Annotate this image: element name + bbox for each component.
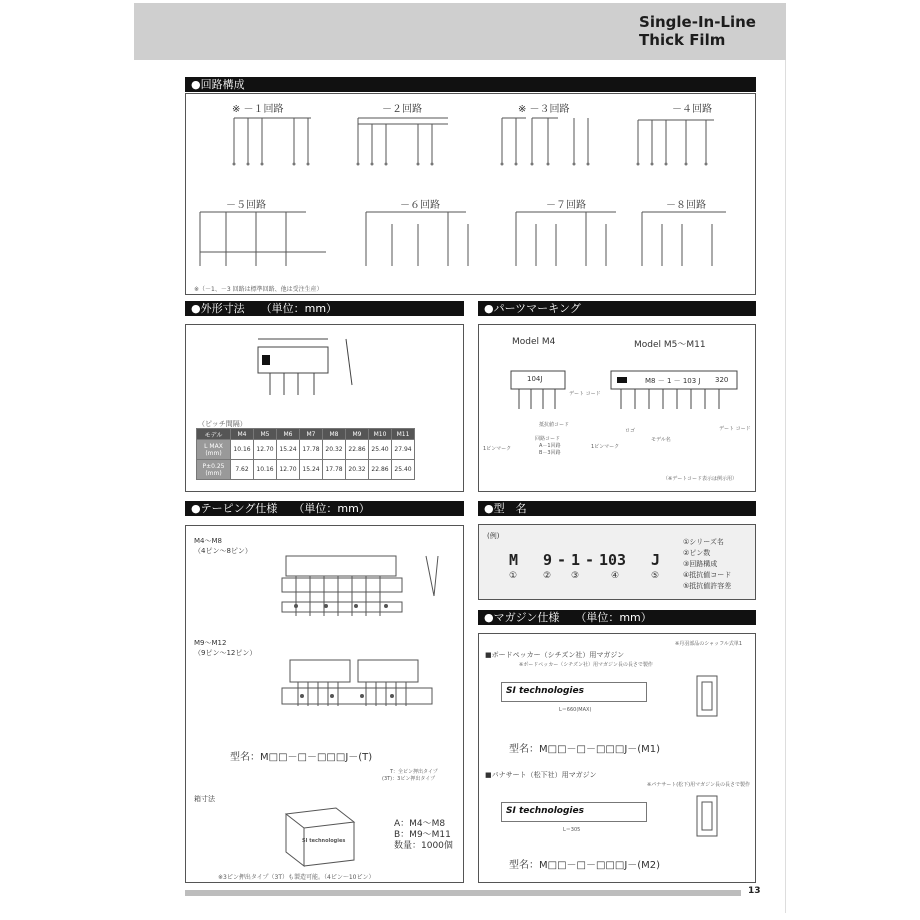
section-bar-magazine: ●マガジン仕様 （単位：mm） [478,610,756,625]
circuit-label-2: －２回路 [382,104,422,115]
model-name-panel [478,524,756,600]
model-code-char-dash2: - [585,551,595,569]
circuit-label-1: ※ －１回路 [232,104,284,115]
board-length-label: L＝660(MAX) [559,707,592,713]
section-bar-circuit: ●回路構成 [185,77,756,92]
magazine-panel [478,633,756,883]
section-bar-dimensions: ●外形寸法 （単位：mm） [185,301,464,316]
date-code-label-m4: デート コード [569,391,601,397]
taping-m9-pins: （9ピン～12ピン） [194,649,257,657]
panasert-length-label: L＝305 [563,827,581,833]
panasert-model-formula: 型名：M□□－□－□□□J－(M2) [509,860,661,871]
circuit-label-3: ※ －３回路 [518,104,570,115]
circuit-note: ※（－1、－3 回路は標準回路、他は受注生産） [194,286,323,293]
model-code-char-9: 9 [543,551,553,569]
box-qty-label: 数量：1000個 [394,841,453,851]
circuit-label-4: －４回路 [672,104,712,115]
taping-t-note: T：全ピン押出タイプ [390,769,438,775]
pitch-label: （ピッチ間隔） [198,420,247,428]
taping-3t-note: (3T)：3ピン押出タイプ [382,776,436,782]
panasert-logo-text: SI technologies [506,806,584,816]
taping-m9-drawing [186,646,465,746]
magazine-top-note: ※丹羽部品のシャッフル式単1 [675,641,743,647]
section-bar-model-name: ●型 名 [478,501,756,516]
taping-m4-pins: （4ピン～8ピン） [194,547,252,555]
legend-item-5: ⑤抵抗値許容差 [683,582,732,590]
circuit-schematics [186,94,757,296]
model-m4-label: Model M4 [512,337,556,347]
page-edge-line [785,3,786,913]
panasert-magazine-sub: ※パナサート(松下)用マガジン長の長さで製作 [647,782,750,788]
m4-code: 104J [527,375,543,383]
panasert-magazine-bar [501,802,647,822]
marking-panel [478,324,756,492]
taping-m4-label: M4～M8 [194,537,222,545]
taping-model-formula: 型名：M□□－□－□□□J－(T) [230,752,373,763]
board-magazine-section [689,674,749,724]
table-row: L MAX (mm) 10.16 12.70 15.24 17.78 20.32 22.86 25.40 27.94 [197,440,415,460]
model-m5-label: Model M5～M11 [634,340,706,350]
model-code-char-103: 103 [599,551,627,569]
table-row: P±0.25 (mm) 7.62 10.16 12.70 15.24 17.78 20.32 22.86 25.40 [197,460,415,480]
logo-label: ロゴ [625,428,636,434]
legend-item-1: ①シリーズ名 [683,538,724,546]
resistor-outline-drawing [186,325,465,415]
box-size-label: 箱寸法 [194,795,215,803]
page-title: Single-In-Line Thick Film [639,13,756,49]
box-a-label: A：M4～M8 [394,819,446,829]
circle-3: ③ [571,571,580,581]
box-b-label: B：M9～M11 [394,830,451,840]
circuit-code-b: B－3回路 [539,450,561,456]
m5-date-code: 320 [715,376,729,384]
legend-item-2: ②ピン数 [683,549,711,557]
model-code-char-1: 1 [571,551,581,569]
circuit-label-8: －８回路 [666,200,706,211]
pitch-table [196,428,415,480]
section-bar-taping: ●テーピング仕様 （単位：mm） [185,501,464,516]
pin1-mark-label-m5: 1ピンマーク [591,444,620,450]
circuit-code-a: A－1回路 [539,443,561,449]
circuit-panel [185,93,756,295]
model-code-char-j: J [651,551,661,569]
marking-drawings [479,325,757,425]
footer-bar [185,890,741,896]
board-magazine-bar [501,682,647,702]
date-code-note: （※デートコード表示は例示用） [663,476,737,482]
circle-2: ② [543,571,552,581]
board-magazine-sub: ※ボードペッカー（シチズン社）用マガジン長の長さで製作 [519,662,653,668]
legend-item-3: ③回路構成 [683,560,718,568]
date-code-label-m5: デート コード [719,426,751,432]
panasert-magazine-section [689,794,749,844]
circuit-label-5: －５回路 [226,200,266,211]
model-example-label: (例) [487,532,500,540]
board-logo-text: SI technologies [506,686,584,696]
section-bar-marking: ●パーツマーキング [478,301,756,316]
board-magazine-title: ■ボードペッカー（シチズン社）用マガジン [485,651,625,659]
board-model-formula: 型名：M□□－□－□□□J－(M1) [509,744,661,755]
panasert-magazine-title: ■パナサート（松下社）用マガジン [485,771,597,779]
pitch-table-header: モデル M4 M5 M6 M7 M8 M9 M10 M11 [197,429,415,440]
circuit-label-7: －７回路 [546,200,586,211]
model-code-char-m: M [509,551,519,569]
circle-5: ⑤ [651,571,660,581]
box-logo-text: SI technologies [302,838,346,844]
taping-panel [185,525,464,883]
model-name-label: モデル名 [651,437,671,443]
m5-code: M8 － 1 － 103 J [645,377,701,385]
circuit-code-label: 回路コード [535,436,561,442]
circle-4: ④ [611,571,620,581]
taping-m9-label: M9～M12 [194,639,227,647]
page-number: 13 [748,886,761,896]
taping-m4-drawing [186,526,465,646]
circle-1: ① [509,571,518,581]
pin1-mark-label-m4: 1ピンマーク [483,446,512,452]
box-note: ※3ピン押出タイプ（3T）も製造可能。（4ピン～10ピン） [218,874,375,881]
header-band [134,3,786,60]
legend-item-4: ④抵抗値コード [683,571,732,579]
circuit-label-6: －６回路 [400,200,440,211]
resistance-code-label: 抵抗値コード [539,422,570,428]
model-code-char-dash1: - [557,551,567,569]
dimensions-panel [185,324,464,492]
